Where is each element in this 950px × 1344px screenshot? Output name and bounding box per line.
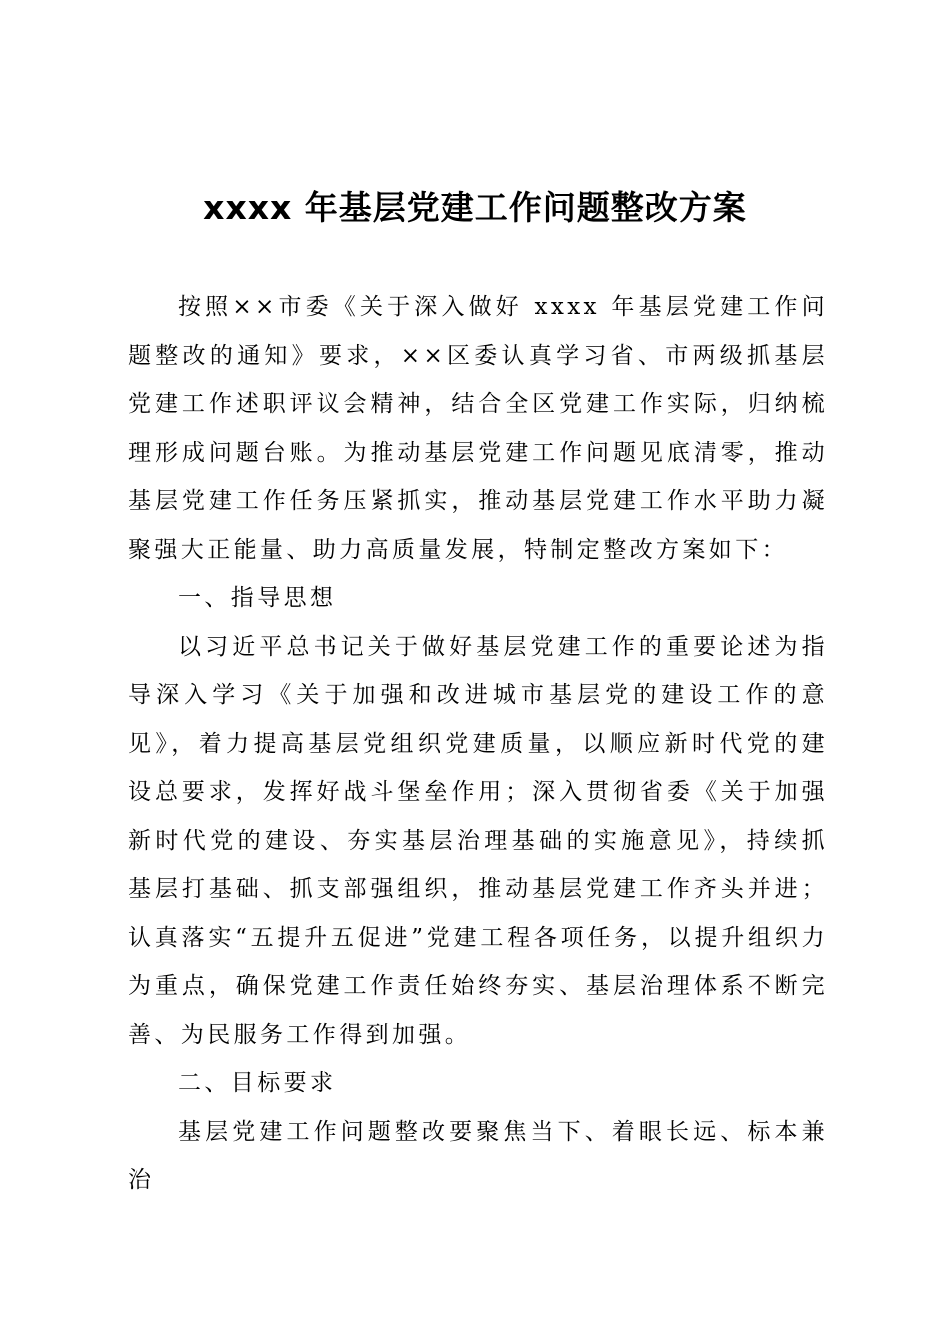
document-title: xxxx 年基层党建工作问题整改方案 xyxy=(203,188,747,227)
guiding-ideology-paragraph: 以习近平总书记关于做好基层党建工作的重要论述为指导深入学习《关于加强和改进城市基层党的建设工作的意见》，着力提高基层党组织党建质量，以顺应新时代党的建设总要求，发挥好战斗堡垒作用；深入贯彻省委《关于加强新时代党的建设、夯实基层治理基础的实施意见》，持续抓基层打基础、抓支部强组织，推动基层党建工作齐头并进；认真落实“五提升五促进”党建工程各项任务，以提升组织力为重点，确保党建工作责任始终夯实、基层治理体系不断完善、为民服务工作得到加强。 xyxy=(128,633,828,1048)
intro-paragraph: 按照××市委《关于深入做好 xxxx 年基层党建工作问题整改的通知》要求，××区委认真学习省、市两级抓基层党建工作述职评议会精神，结合全区党建工作实际，归纳梳理形成问题台账。为推动基层党建工作问题见底清零，推动基层党建工作任务压紧抓实，推动基层党建工作水平助力凝聚强大正能量、助力高质量发展，特制定整改方案如下： xyxy=(128,294,828,563)
document-body xyxy=(128,283,828,1205)
goals-paragraph: 基层党建工作问题整改要聚焦当下、着眼长远、标本兼治 xyxy=(128,1118,828,1193)
section-heading-guiding-ideology: 一、指导思想 xyxy=(178,585,337,611)
section-heading-goals: 二、目标要求 xyxy=(178,1070,337,1096)
